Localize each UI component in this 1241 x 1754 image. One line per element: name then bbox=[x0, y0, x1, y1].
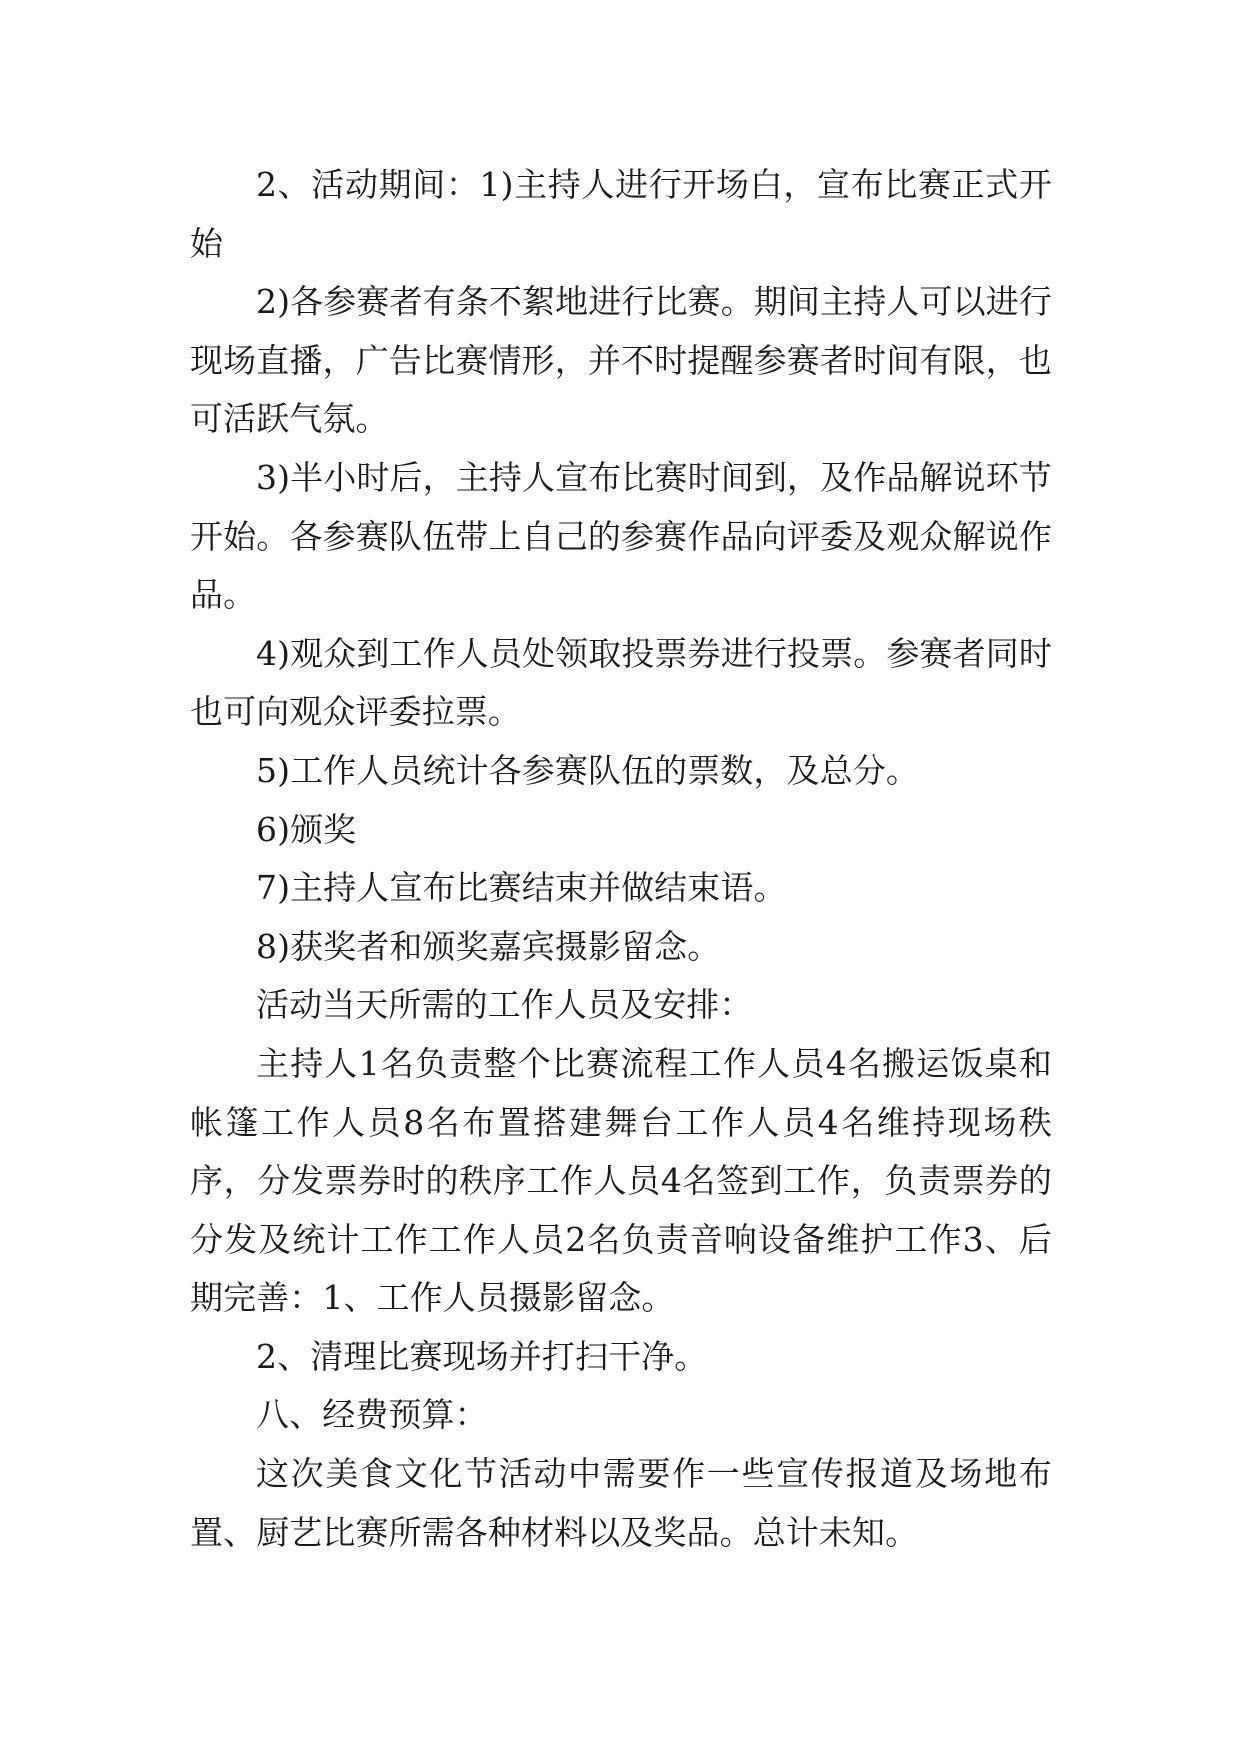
paragraph-event-start: 2、活动期间：1)主持人进行开场白，宣布比赛正式开始 bbox=[190, 165, 1052, 263]
paragraph-competition: 2)各参赛者有条不絮地进行比赛。期间主持人可以进行现场直播，广告比赛情形，并不时提醒参赛者时间有限，也可活跃气氛。 bbox=[190, 282, 1052, 439]
document-body bbox=[190, 156, 1052, 1562]
paragraph-staff-heading: 活动当天所需的工作人员及安排： bbox=[256, 985, 753, 1025]
paragraph-staff-arrangement: 主持人1名负责整个比赛流程工作人员4名搬运饭桌和帐篷工作人员8名布置搭建舞台工作人员4名维持现场秩序，分发票券时的秩序工作人员4名签到工作，负责票券的分发及统计工作工作人员2名负责音响设备维护工作3、后期完善：1、工作人员摄影留念。 bbox=[190, 1043, 1052, 1318]
paragraph-voting: 4)观众到工作人员处领取投票券进行投票。参赛者同时也可向观众评委拉票。 bbox=[190, 633, 1052, 732]
paragraph-budget-detail: 这次美食文化节活动中需要作一些宣传报道及场地布置、厨艺比赛所需各种材料以及奖品。总计未知。 bbox=[190, 1454, 1052, 1552]
paragraph-commentary: 3)半小时后，主持人宣布比赛时间到，及作品解说环节开始。各参赛队伍带上自己的参赛作品向评委及观众解说作品。 bbox=[190, 457, 1052, 615]
paragraph-closing: 7)主持人宣布比赛结束并做结束语。 bbox=[256, 868, 787, 908]
paragraph-counting: 5)工作人员统计各参赛队伍的票数，及总分。 bbox=[256, 750, 919, 790]
paragraph-awards: 6)颁奖 bbox=[256, 809, 357, 849]
paragraph-budget-heading: 八、经费预算： bbox=[256, 1395, 488, 1435]
paragraph-cleanup: 2、清理比赛现场并打扫干净。 bbox=[256, 1336, 708, 1376]
paragraph-photo: 8)获奖者和颁奖嘉宾摄影留念。 bbox=[256, 926, 721, 966]
